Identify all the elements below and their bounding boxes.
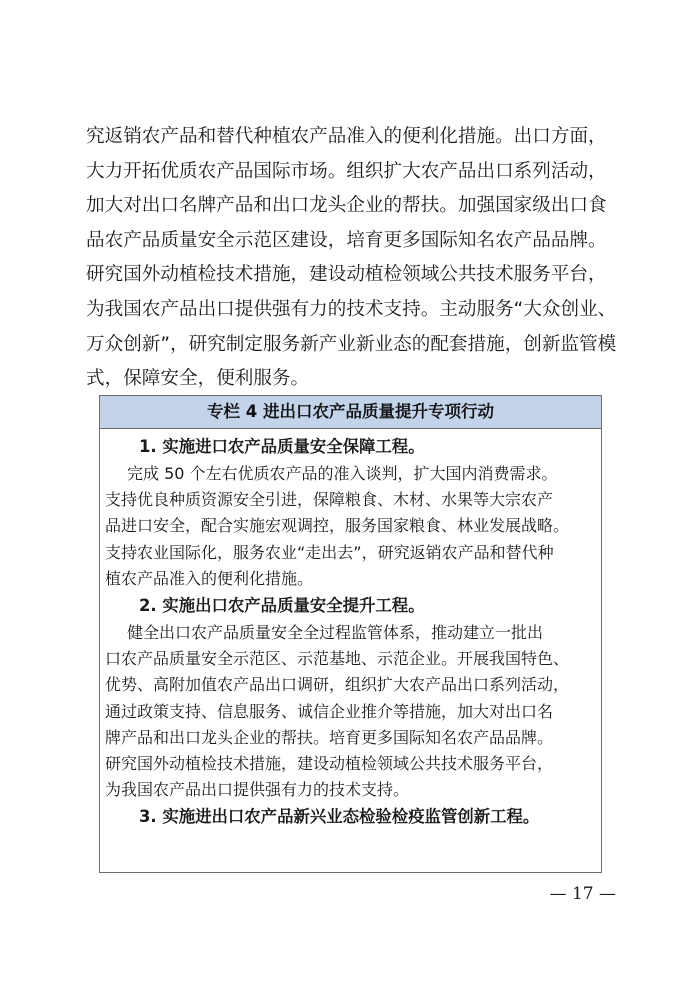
section-heading: 1. 实施进口农产品质量安全保障工程。 (139, 437, 425, 456)
body-line: 为我国农产品出口提供强有力的技术支持。主动服务“大众创业、 (86, 298, 617, 320)
section-line: 支持农业国际化，服务农业“走出去”，研究返销农产品和替代种 (105, 542, 554, 562)
section-line: 健全出口农产品质量安全全过程监管体系，推动建立一批出 (127, 622, 544, 642)
body-line: 研究国外动植检技术措施，建设动植检领域公共技术服务平台， (86, 264, 607, 286)
section-line: 支持优良种质资源安全引进，保障粮食、木材、水果等大宗农产 (105, 490, 554, 510)
section-heading: 2. 实施出口农产品质量安全提升工程。 (139, 595, 425, 615)
section-line: 研究国外动植检技术措施，建设动植检领域公共技术服务平台， (105, 753, 554, 773)
section-line: 品进口安全，配合实施宏观调控，服务国家粮食、林业发展战略。 (105, 516, 570, 536)
section-line: 植农产品准入的便利化措施。 (105, 568, 314, 588)
body-line: 究返销农产品和替代种植农产品准入的便利化措施。出口方面， (86, 126, 607, 147)
section-heading: 3. 实施进出口农产品新兴业态检验检疫监管创新工程。 (139, 807, 540, 827)
section-line: 牌产品和出口龙头企业的帮扶。培育更多国际知名农产品品牌。 (105, 727, 554, 747)
special-column-box (99, 395, 602, 873)
page-number: — 17 — (549, 884, 616, 904)
section-line: 完成 50 个左右优质农产品的准入谈判，扩大国内消费需求。 (127, 464, 558, 483)
special-column-title: 专栏 4 进出口农产品质量提升专项行动 (100, 396, 601, 429)
body-line: 大力开拓优质农产品国际市场。组织扩大农产品出口系列活动， (86, 160, 607, 182)
section-line: 口农产品质量安全示范区、示范基地、示范企业。开展我国特色、 (105, 649, 570, 669)
body-paragraph (86, 120, 626, 397)
section-line: 通过政策支持、信息服务、诚信企业推介等措施，加大对出口名 (105, 701, 554, 721)
body-line: 品农产品质量安全示范区建设，培育更多国际知名农产品品牌。 (86, 229, 607, 251)
body-line: 式，保障安全，便利服务。 (86, 368, 310, 390)
section-line: 优势、高附加值农产品出口调研，组织扩大农产品出口系列活动， (105, 675, 570, 695)
body-line: 加大对出口名牌产品和出口龙头企业的帮扶。加强国家级出口食 (86, 195, 607, 217)
body-line: 万众创新”，研究制定服务新产业新业态的配套措施，创新监管模 (86, 333, 617, 355)
special-column-body (100, 429, 601, 831)
section-line: 为我国农产品出口提供强有力的技术支持。 (105, 780, 410, 800)
